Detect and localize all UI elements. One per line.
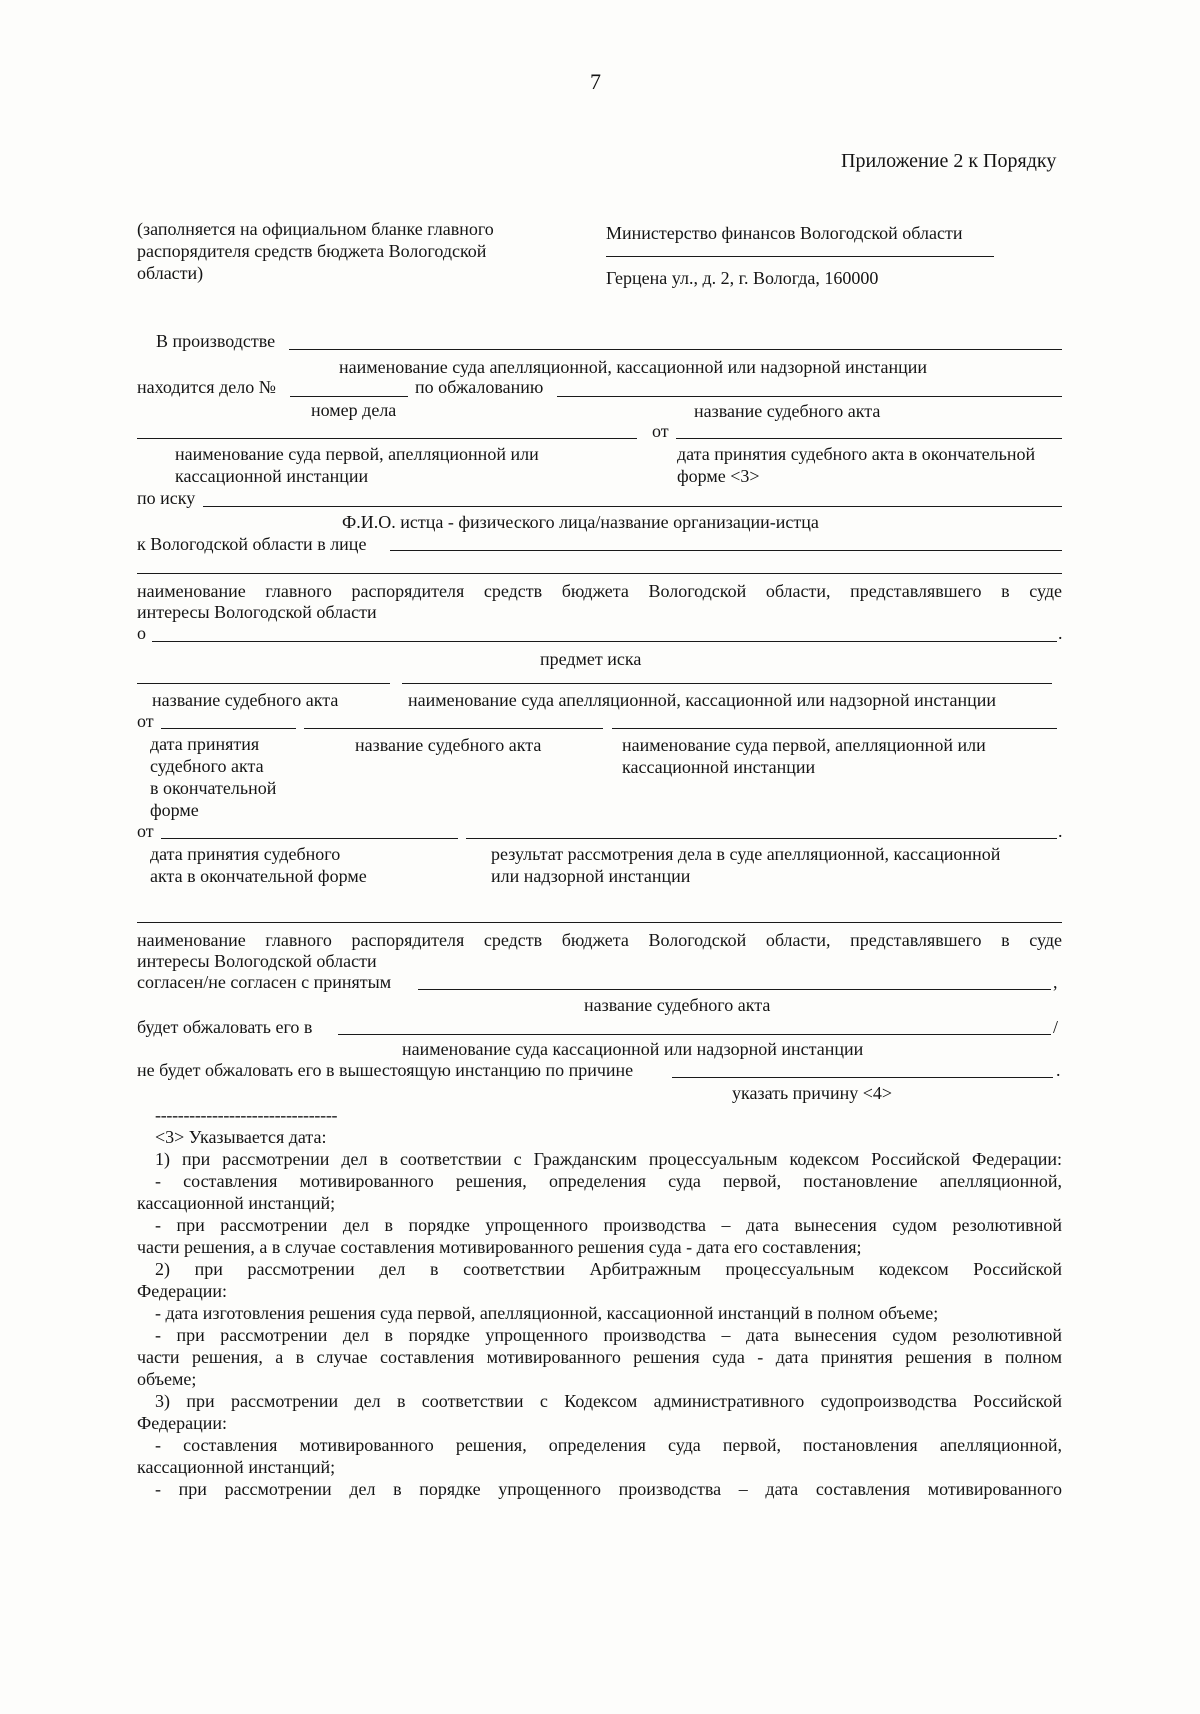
court-first-field-2 xyxy=(612,728,1057,729)
ot-label-3: от xyxy=(137,821,154,841)
date-field-2 xyxy=(161,728,296,729)
footnote-line: части решения, а в случае составления мотивированного решения суда - дата принятия решения в полном xyxy=(137,1347,1062,1367)
period-2: . xyxy=(1058,821,1063,841)
footnote-separator: -------------------------------- xyxy=(155,1105,338,1125)
footnote-line: - составления мотивированного решения, определения суда первой, постановление апелляционной, xyxy=(155,1171,1062,1191)
slash: / xyxy=(1053,1017,1059,1037)
footnote-line: Федерации: xyxy=(137,1413,228,1433)
chief-admin-field-2 xyxy=(137,922,1062,923)
ot-label-2: от xyxy=(137,711,154,731)
court-higher-field-2 xyxy=(402,683,1052,684)
chief-admin2-caption-1: наименование главного распорядителя средств бюджета Вологодской области, представлявшего в суде xyxy=(137,930,1062,950)
case-number-caption: номер дела xyxy=(311,400,397,420)
to-region-label: к Вологодской области в лице xyxy=(137,534,367,554)
date-short-caption-3: в окончательной xyxy=(150,778,277,798)
appendix-title: Приложение 2 к Порядку xyxy=(841,150,1057,172)
footnote-line: - составления мотивированного решения, определения суда первой, постановления апелляционной, xyxy=(155,1435,1062,1455)
court-higher-caption: наименование суда апелляционной, кассационной или надзорной инстанции xyxy=(339,357,928,377)
footnote-line: части решения, а в случае составления мотивированного решения суда - дата его составления; xyxy=(137,1237,862,1257)
ot-label-1: от xyxy=(652,421,669,441)
about-label: о xyxy=(137,623,146,643)
date-final-caption-2: форме <3> xyxy=(677,466,760,486)
will-appeal-label: будет обжаловать его в xyxy=(137,1017,313,1037)
date-final-caption-1: дата принятия судебного акта в окончательной xyxy=(677,444,1036,464)
footnote-line: - дата изготовления решения суда первой, апелляционной, кассационной инстанций в полном объеме; xyxy=(155,1303,939,1323)
blank-note-line-2: распорядителя средств бюджета Вологодской xyxy=(137,241,487,261)
court-cass-caption: наименование суда кассационной или надзорной инстанции xyxy=(402,1039,864,1059)
result-field xyxy=(466,838,1057,839)
reason-field xyxy=(672,1077,1053,1078)
footnote-line: - при рассмотрении дел в порядке упрощенного производства – дата вынесения судом резолютивной xyxy=(155,1325,1062,1345)
act-name-caption-2: название судебного акта xyxy=(152,690,339,710)
period-3: . xyxy=(1056,1060,1061,1080)
claim-label: по иску xyxy=(137,488,196,508)
date-field-3 xyxy=(161,838,458,839)
plaintiff-caption: Ф.И.О. истца - физического лица/название организации-истца xyxy=(342,512,819,532)
footnote-line: <3> Указывается дата: xyxy=(155,1127,327,1147)
footnote-line: кассационной инстанций; xyxy=(137,1457,336,1477)
period-1: . xyxy=(1058,623,1063,643)
footnote-line: - при рассмотрении дел в порядке упрощенного производства – дата вынесения судом резолютивной xyxy=(155,1215,1062,1235)
region-rep-field xyxy=(390,550,1062,551)
chief-admin-field xyxy=(137,573,1062,574)
blank-note-line-1: (заполняется на официальном бланке главного xyxy=(137,219,494,239)
subject-caption: предмет иска xyxy=(540,649,642,669)
case-number-field xyxy=(290,396,408,397)
cassation-court-field xyxy=(338,1034,1051,1035)
result-caption-2: или надзорной инстанции xyxy=(491,866,691,886)
act-name-field-2 xyxy=(137,683,390,684)
act-name-caption: название судебного акта xyxy=(694,401,881,421)
court-first-field xyxy=(137,438,637,439)
date-short-caption-2: судебного акта xyxy=(150,756,264,776)
footnote-line: 1) при рассмотрении дел в соответствии с Гражданским процессуальным кодексом Российской Федерации: xyxy=(155,1149,1062,1169)
date2-caption-2: акта в окончательной форме xyxy=(150,866,367,886)
chief-admin2-caption-2: интересы Вологодской области xyxy=(137,951,377,971)
footnote-line: Федерации: xyxy=(137,1281,228,1301)
result-caption-1: результат рассмотрения дела в суде апелляционной, кассационной xyxy=(491,844,1001,864)
court-higher-caption-2: наименование суда апелляционной, кассационной или надзорной инстанции xyxy=(408,690,997,710)
footnote-line: объеме; xyxy=(137,1369,197,1389)
footnote-line: - при рассмотрении дел в порядке упрощенного производства – дата составления мотивированного xyxy=(155,1479,1062,1499)
act-name-caption-4: название судебного акта xyxy=(584,995,771,1015)
act-name-caption-3: название судебного акта xyxy=(355,735,542,755)
court-higher-field xyxy=(289,349,1062,350)
chief-admin-caption-1: наименование главного распорядителя средств бюджета Вологодской области, представлявшего в суде xyxy=(137,581,1062,601)
addressee-name: Министерство финансов Вологодской области xyxy=(606,223,963,243)
footnote-line: 3) при рассмотрении дел в соответствии с Кодексом административного судопроизводства Российской xyxy=(155,1391,1062,1411)
act-name-field-3 xyxy=(304,728,603,729)
footnote-line: 2) при рассмотрении дел в соответствии Арбитражным процессуальным кодексом Российской xyxy=(155,1259,1062,1279)
date-short-caption-1: дата принятия xyxy=(150,734,260,754)
subject-field xyxy=(152,641,1057,642)
appeal-label: по обжалованию xyxy=(415,377,544,397)
chief-admin-caption-2: интересы Вологодской области xyxy=(137,602,377,622)
agree-label: согласен/не согласен с принятым xyxy=(137,972,392,992)
appealed-act-field xyxy=(557,396,1062,397)
comma: , xyxy=(1053,972,1058,992)
case-number-label: находится дело № xyxy=(137,377,276,397)
court-first-caption-2: кассационной инстанции xyxy=(175,466,369,486)
court-first-caption-4: кассационной инстанции xyxy=(622,757,816,777)
date2-caption-1: дата принятия судебного xyxy=(150,844,341,864)
addressee-rule xyxy=(606,256,994,257)
plaintiff-field xyxy=(203,506,1062,507)
footnote-line: кассационной инстанций; xyxy=(137,1193,336,1213)
wont-appeal-label: не будет обжаловать его в вышестоящую инстанцию по причине xyxy=(137,1060,634,1080)
page-number: 7 xyxy=(590,69,601,94)
accepted-act-field xyxy=(418,989,1051,990)
reason-caption: указать причину <4> xyxy=(732,1083,893,1103)
court-first-caption-1: наименование суда первой, апелляционной или xyxy=(175,444,539,464)
blank-note-line-3: области) xyxy=(137,263,204,283)
court-first-caption-3: наименование суда первой, апелляционной или xyxy=(622,735,986,755)
in-proceedings-label: В производстве xyxy=(156,331,276,351)
date-final-field xyxy=(676,438,1062,439)
addressee-address: Герцена ул., д. 2, г. Вологда, 160000 xyxy=(606,268,879,288)
date-short-caption-4: форме xyxy=(150,800,199,820)
